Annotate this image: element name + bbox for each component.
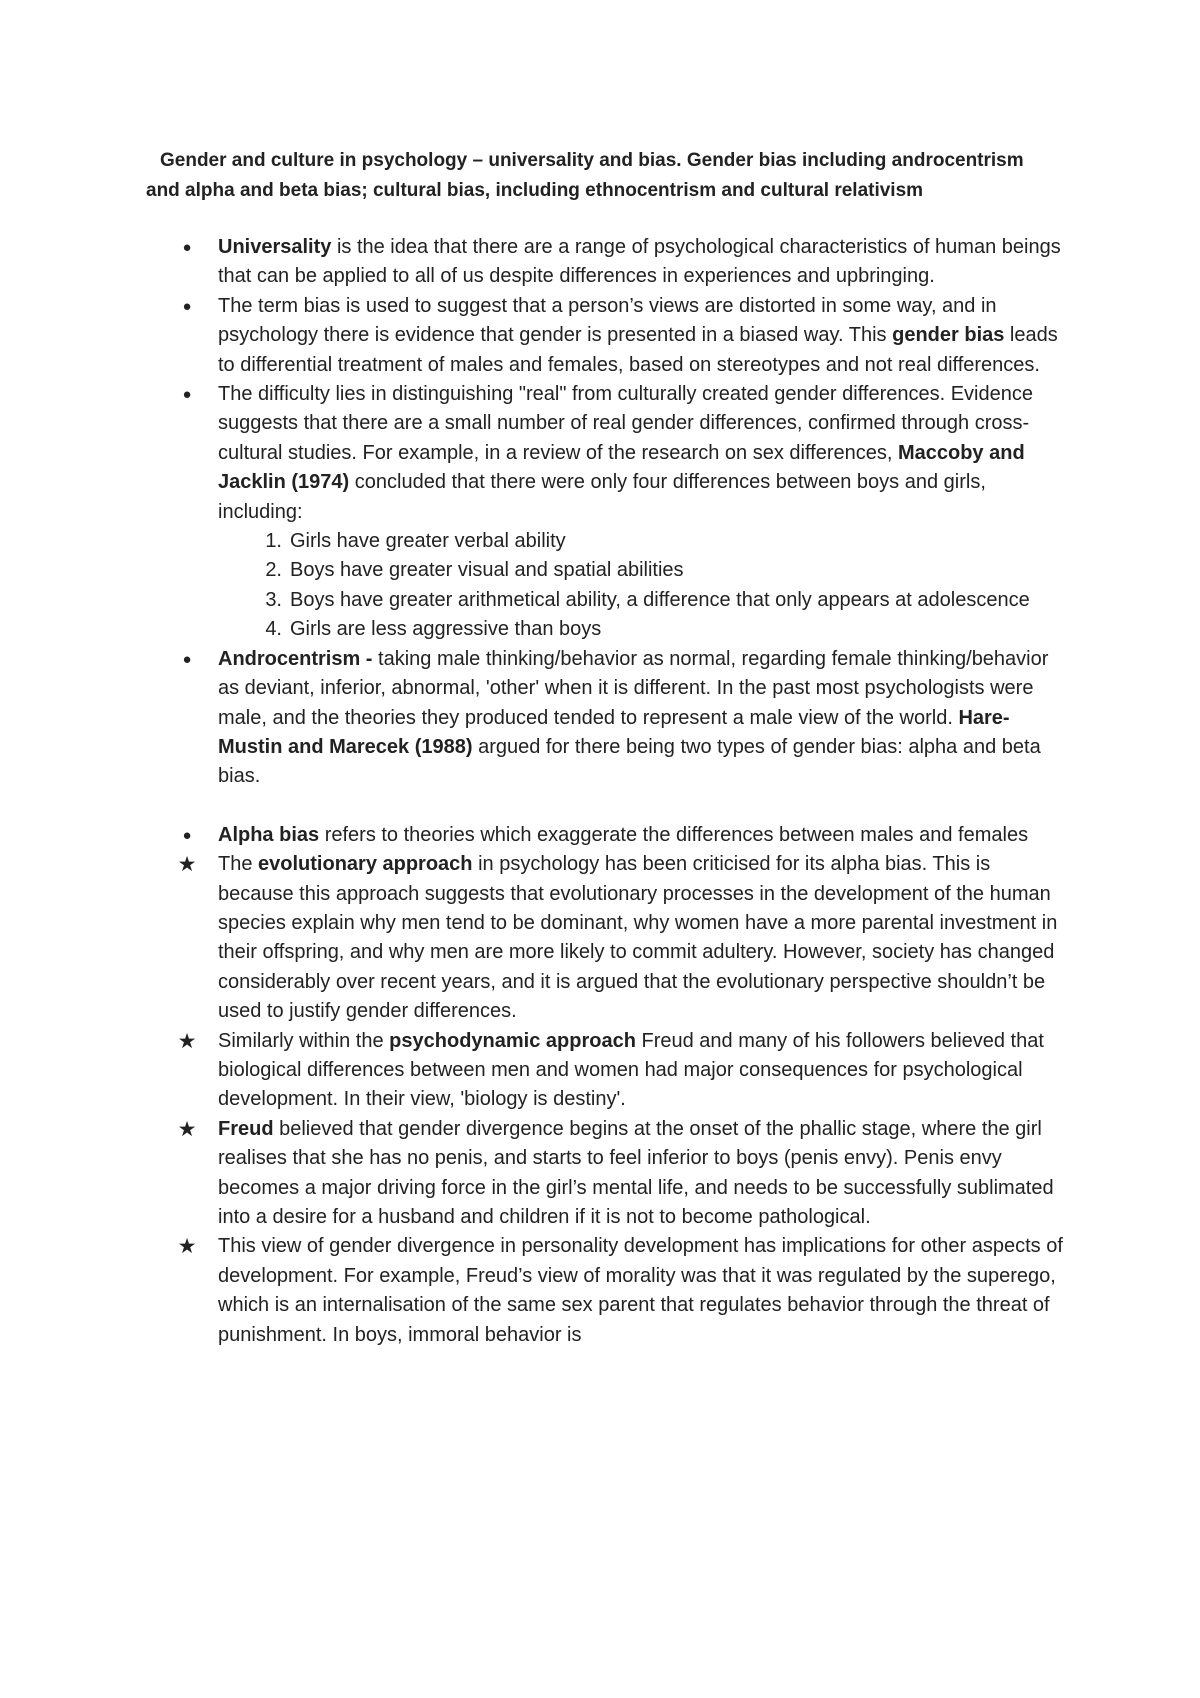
list-item-universality: ● Universality is the idea that there are a range of psychological characteristics of human beings that can be applied to all of us despite differences in experiences and upbringing.	[146, 233, 1066, 292]
numbered-item: 3. Boys have greater arithmetical ability, a difference that only appears at adolescence	[146, 586, 1066, 615]
numbered-item: 4. Girls are less aggressive than boys	[146, 615, 1066, 644]
star-icon: ★	[177, 1029, 197, 1053]
item-number: 3.	[265, 588, 282, 611]
star-icon: ★	[177, 1117, 197, 1141]
term-freud: Freud	[218, 1117, 274, 1140]
list-item-difficulty: ● The difficulty lies in distinguishing "real" from culturally created gender differences. Evidence suggests that there are a small number of real gender differences, confirmed through cross-cultural studies. For example, in a review of the research on sex differences, Maccoby and Jacklin (1974) concluded that there were only four differences between boys and girls, including:	[146, 380, 1066, 527]
bullet-icon: ●	[182, 826, 192, 844]
list-item-alpha-bias: ● Alpha bias refers to theories which exaggerate the differences between males and females	[146, 821, 1066, 850]
term-gender-bias: gender bias	[892, 324, 1005, 347]
term-alpha-bias: Alpha bias	[218, 823, 320, 846]
document-title: Gender and culture in psychology – universality and bias. Gender bias including androcentrism and alpha and beta bias; cultural bias, including ethnocentrism and cultural relativism	[146, 150, 1024, 201]
list-item-bias: ● The term bias is used to suggest that a person’s views are distorted in some way, and in psychology there is evidence that gender is presented in a biased way. This gender bias leads to differential treatment of males and females, based on stereotypes and not real differences.	[146, 292, 1066, 380]
star-icon: ★	[177, 1235, 197, 1259]
item-number: 4.	[265, 618, 282, 641]
term-evolutionary-approach: evolutionary approach	[258, 853, 473, 876]
bullet-icon: ●	[182, 386, 192, 404]
list-item-evolutionary: ★ The evolutionary approach in psychology has been criticised for its alpha bias. This is because this approach suggests that evolutionary processes in the development of the human species explain why men tend to be dominant, why women have a more parental investment in their offspring, and why men are more likely to commit adultery. However, society has changed considerably over recent years, and it is argued that the evolutionary perspective shouldn’t be used to justify gender differences.	[146, 850, 1066, 1026]
term-androcentrism: Androcentrism -	[218, 647, 373, 670]
reference-hare-mustin-marecek: Hare-Mustin and Marecek (1988)	[218, 706, 1010, 758]
item-number: 2.	[265, 559, 282, 582]
bullet-icon: ●	[182, 239, 192, 256]
item-number: 1.	[265, 530, 282, 553]
list-item-psychodynamic: ★ Similarly within the psychodynamic approach Freud and many of his followers believed that biological differences between men and women had major consequences for psychological development. In their view, 'biology is destiny'.	[146, 1027, 1066, 1115]
list-item-freud: ★ Freud believed that gender divergence begins at the onset of the phallic stage, where the girl realises that she has no penis, and starts to feel inferior to boys (penis envy). Penis envy becomes a major driving force in the girl’s mental life, and needs to be successfully sublimated into a desire for a husband and children if it is not to become pathological.	[146, 1115, 1066, 1233]
star-icon: ★	[177, 853, 197, 877]
numbered-item: 1. Girls have greater verbal ability	[146, 527, 1066, 556]
paragraph-gap	[146, 792, 1066, 821]
notes-list	[146, 233, 1066, 1350]
bullet-icon: ●	[182, 650, 192, 668]
term-universality: Universality	[218, 236, 332, 258]
bullet-icon: ●	[182, 297, 192, 315]
term-psychodynamic-approach: psychodynamic approach	[389, 1029, 636, 1052]
list-item-divergence: ★ This view of gender divergence in personality development has implications for other aspects of development. For example, Freud’s view of morality was that it was regulated by the superego, which is an internalisation of the same sex parent that regulates behavior through the threat of punishment. In boys, immoral behavior is	[146, 1232, 1066, 1350]
list-item-androcentrism: ● Androcentrism - taking male thinking/behavior as normal, regarding female thinking/behavior as deviant, inferior, abnormal, 'other' when it is different. In the past most psychologists were male, and the theories they produced tended to represent a male view of the world. Hare-Mustin and Marecek (1988) argued for there being two types of gender bias: alpha and beta bias.	[146, 645, 1066, 792]
reference-maccoby-jacklin: Maccoby and Jacklin (1974)	[218, 441, 1025, 494]
numbered-item: 2. Boys have greater visual and spatial abilities	[146, 556, 1066, 585]
